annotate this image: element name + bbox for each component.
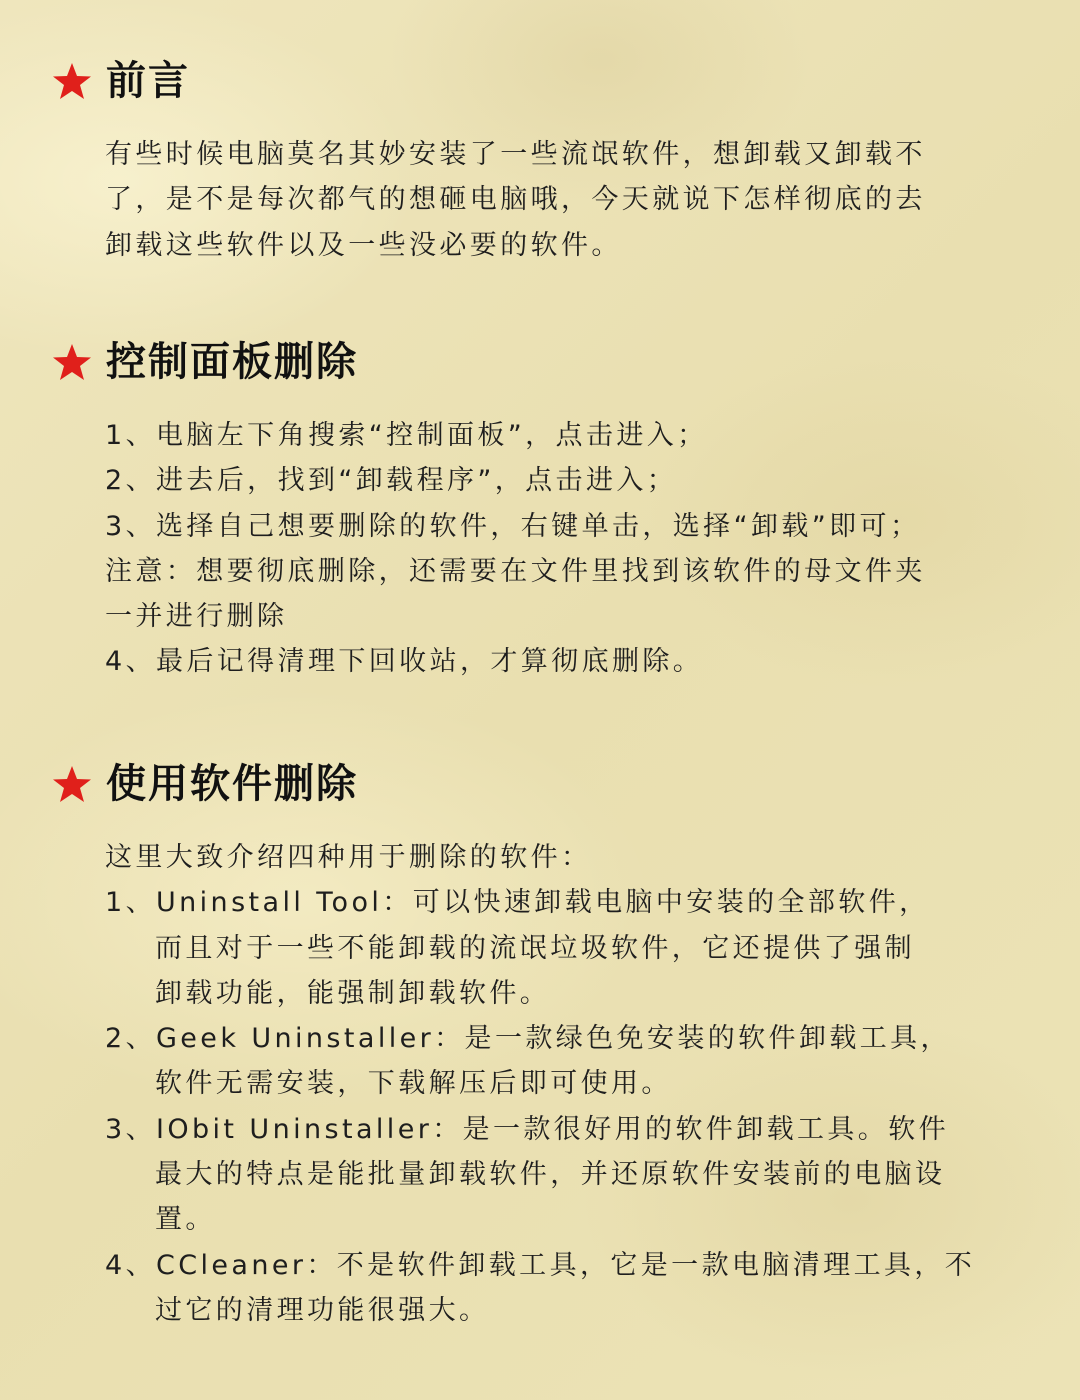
paragraph-line: 卸载这些软件以及一些没必要的软件。 [105, 229, 622, 261]
list-item: 4、CCleaner：不是软件卸载工具，它是一款电脑清理工具，不 [105, 1249, 976, 1281]
section-heading [52, 337, 358, 387]
note-line: 注意：想要彻底删除，还需要在文件里找到该软件的母文件夹 [105, 555, 926, 587]
section-heading [52, 759, 358, 809]
heading-text: 控制面板删除 [106, 339, 358, 385]
intro-line: 这里大致介绍四种用于删除的软件： [105, 842, 592, 873]
section-heading [52, 56, 190, 106]
list-item: 2、Geek Uninstaller：是一款绿色免安装的软件卸载工具， [105, 1023, 951, 1055]
step-item: 3、选择自己想要删除的软件，右键单击，选择“卸载”即可； [105, 510, 921, 542]
star-icon [52, 61, 92, 101]
list-item-continuation: 而且对于一些不能卸载的流氓垃圾软件，它还提供了强制 [155, 932, 915, 964]
paragraph-line: 了，是不是每次都气的想砸电脑哦，今天就说下怎样彻底的去 [105, 184, 926, 216]
step-item: 2、进去后，找到“卸载程序”，点击进入； [105, 465, 678, 497]
heading-text: 使用软件删除 [106, 761, 358, 807]
step-item: 1、电脑左下角搜索“控制面板”，点击进入； [105, 420, 708, 451]
list-item-continuation: 过它的清理功能很强大。 [155, 1294, 490, 1326]
step-item: 4、最后记得清理下回收站，才算彻底删除。 [105, 646, 704, 678]
paragraph-line: 有些时候电脑莫名其妙安装了一些流氓软件，想卸载又卸载不 [105, 139, 926, 170]
star-icon [52, 342, 92, 382]
software-list [105, 835, 975, 1333]
note-line: 一并进行删除 [105, 601, 288, 633]
intro-paragraph [105, 132, 926, 268]
list-item-continuation: 软件无需安装，下载解压后即可使用。 [155, 1068, 672, 1100]
list-item-continuation: 置。 [155, 1204, 216, 1236]
list-item-continuation: 卸载功能，能强制卸载软件。 [155, 977, 551, 1009]
control-panel-steps [105, 413, 926, 685]
list-item: 1、Uninstall Tool：可以快速卸载电脑中安装的全部软件， [105, 887, 930, 919]
list-item: 3、IObit Uninstaller：是一款很好用的软件卸载工具。软件 [105, 1113, 950, 1145]
star-icon [52, 764, 92, 804]
heading-text: 前言 [106, 58, 190, 104]
list-item-continuation: 最大的特点是能批量卸载软件，并还原软件安装前的电脑设 [155, 1159, 946, 1191]
